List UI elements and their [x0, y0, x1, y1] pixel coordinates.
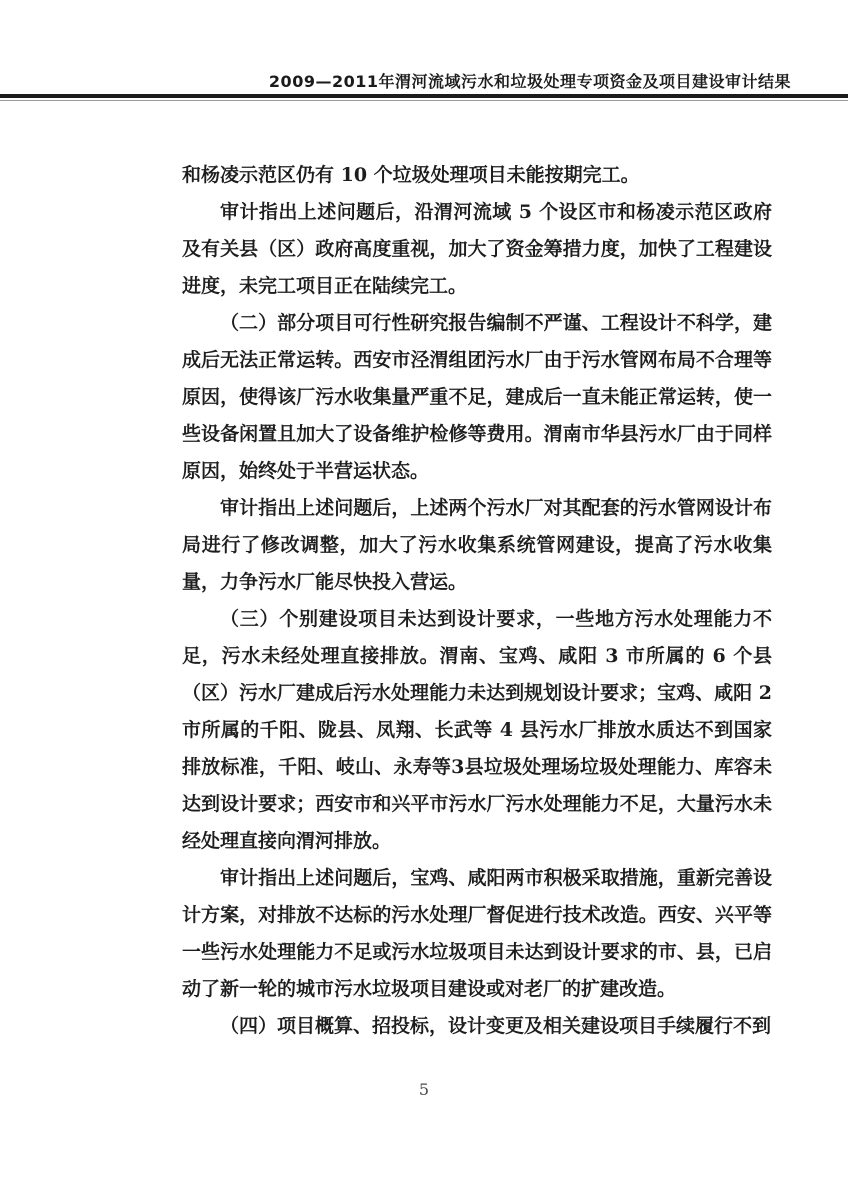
document-body	[182, 157, 772, 1045]
running-head-title: 2009—2011年渭河流域污水和垃圾处理专项资金及项目建设审计结果	[268, 72, 791, 91]
body-paragraph: 审计指出上述问题后，宝鸡、咸阳两市积极采取措施，重新完善设计方案，对排放不达标的污水处理厂督促进行技术改造。西安、兴平等一些污水处理能力不足或污水垃圾项目未达到设计要求的市、县，已启动了新一轮的城市污水垃圾项目建设或对老厂的扩建改造。	[182, 867, 772, 1000]
page-number: 5	[418, 1080, 430, 1099]
body-paragraph: （三）个别建设项目未达到设计要求，一些地方污水处理能力不足，污水未经处理直接排放。渭南、宝鸡、咸阳 3 市所属的 6 个县（区）污水厂建成后污水处理能力未达到规划设计要求；宝鸡、咸阳 2 市所属的千阳、陇县、凤翔、长武等 4 县污水厂排放水质达不到国家排放标准，千阳、岐山、永寿等3县垃圾处理场垃圾处理能力、库容未达到设计要求；西安市和兴平市污水厂污水处理能力不足，大量污水未经处理直接向渭河排放。	[182, 608, 772, 852]
header-rule	[0, 94, 848, 98]
header-rule-shadow	[0, 100, 848, 101]
body-paragraph: 审计指出上述问题后，上述两个污水厂对其配套的污水管网设计布局进行了修改调整，加大了污水收集系统管网建设，提高了污水收集量，力争污水厂能尽快投入营运。	[182, 497, 772, 593]
body-paragraph: 和杨凌示范区仍有 10 个垃圾处理项目未能按期完工。	[182, 164, 640, 186]
body-paragraph: 审计指出上述问题后，沿渭河流域 5 个设区市和杨凌示范区政府及有关县（区）政府高度重视，加大了资金筹措力度，加快了工程建设进度，未完工项目正在陆续完工。	[182, 201, 772, 297]
body-paragraph: （二）部分项目可行性研究报告编制不严谨、工程设计不科学，建成后无法正常运转。西安市泾渭组团污水厂由于污水管网布局不合理等原因，使得该厂污水收集量严重不足，建成后一直未能正常运转，使一些设备闲置且加大了设备维护检修等费用。渭南市华县污水厂由于同样原因，始终处于半营运状态。	[182, 312, 772, 482]
body-paragraph: （四）项目概算、招投标，设计变更及相关建设项目手续履行不到	[220, 1015, 772, 1037]
